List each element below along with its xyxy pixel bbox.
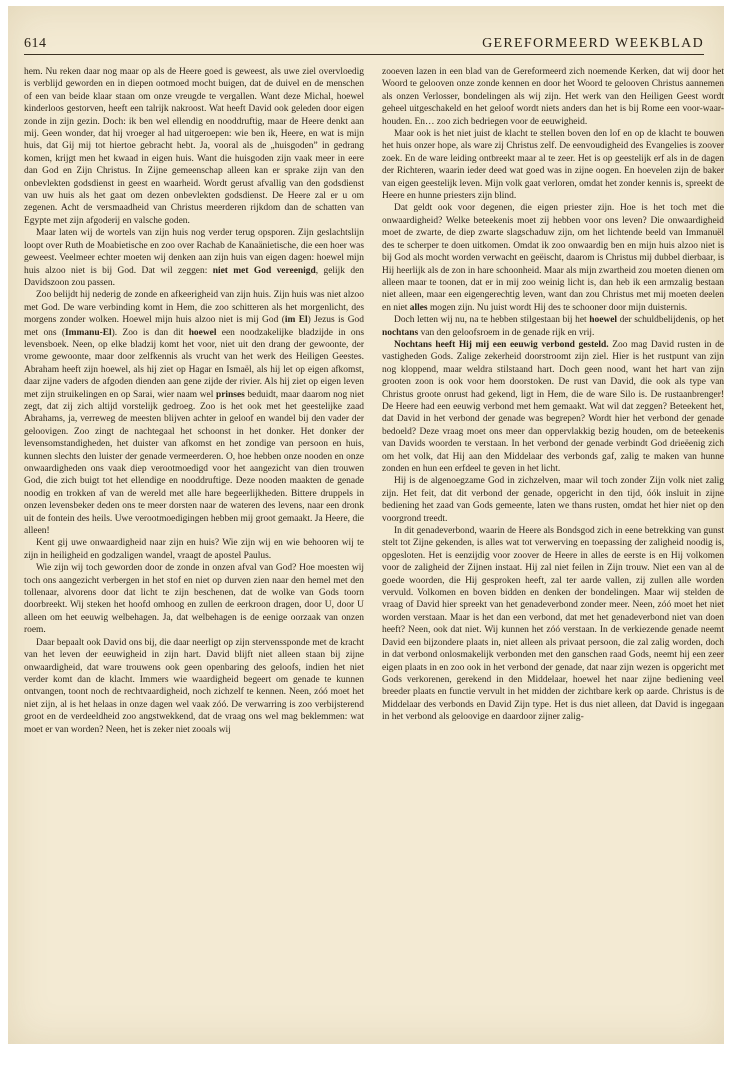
paragraph [382, 128, 724, 202]
paragraph [382, 202, 724, 314]
body-text: Wie zijn wij toch geworden door de zonde in onzen afval van God? Hoe moesten wij toch ons aangezicht verbergen in het stof en niet op durven zien naar den hemel met den tollenaar, alvorens door dat licht te zijn beschenen, dat de wolke van Gods toorn doorbreekt. Wij steken het hoofd omhoog en zullen de eerkroon dragen, door U, door U alleen om het eeuwig welbehagen. Ja, dat welbehagen is de eenige oorzaak van onzen roem. [24, 563, 364, 636]
paragraph [382, 314, 724, 339]
left-text-column [24, 66, 364, 1041]
journal-title: GEREFORMEERD WEEKBLAD [482, 36, 704, 51]
paragraph [24, 66, 364, 227]
paragraph [382, 66, 724, 128]
body-text: ). Zoo is dan dit [111, 327, 189, 338]
body-text: Zoo belijdt hij nederig de zonde en afkeerigheid van zijn huis. Zijn huis was niet alzoo met God. De ware verbinding komt in Hem, die zoo schitteren als het morgenlicht, des morgens zonder wolken. Hoewel mijn huis alzoo niet is mij God ( [24, 290, 364, 326]
paragraph [24, 637, 364, 736]
paragraph [24, 537, 364, 562]
page-number: 614 [24, 36, 47, 51]
body-text: Daar bepaalt ook David ons bij, die daar neerligt op zijn stervenssponde met de kracht van het leven der eeuwigheid in zijn hart. David blijft niet alleen staan bij zijne onwaardigheid, dat ware trouwens ook geen openbaring des geloofs, indien het niet verder komt dan de klacht. Immers wie waardigheid begeert om genade te kunnen ontvangen, toont noch de rechtvaardigheid, noch zichzelf te kennen. Neen, zóó moet het niet zijn, al is het helaas in onze dagen wel vaak zóó. De verwarring is zoo verbijsterend groot en de verdeeldheid zoo angstwekkend, dat de vraag ons wel mag beklemmen: wat moet er van worden? Neen, het is zeker niet zooals wij [24, 637, 364, 735]
emphasis-text: hoewel [188, 327, 217, 338]
body-text: Maar laten wij de wortels van zijn huis nog verder terug opsporen. Zijn geslachtslijn loopt over Ruth de Moabietische en zoo over Rachab de Kanaänietische, die een hoer was geweest. Veelmeer echter moeten wij denken aan zijn huis van eigen dagen: hoewel mijn huis alzoo niet is bij God. Dat wil zeggen: [24, 228, 364, 276]
emphasis-text: niet met God vereenigd [212, 265, 316, 276]
page-header [24, 34, 704, 55]
body-text: Dat geldt ook voor degenen, die eigen priester zijn. Hoe is het toch met die onwaardigheid? Welke beteekenis moet zij hebben voor ons leven? Die onwaardigheid moet de zwarte, de diep zwarte slagschaduw zijn, om het lichtende beeld van Immanuël des te scherper te doen uitkomen. Omdat ik zoo onwaardig ben en mijn huis alzoo niet is bij God als mocht worden verwacht en geëischt, daarom is Christus mij dubbel dierbaar, is Hij heerlijk als de zon in hare schoonheid. Maar als mijn zwartheid zou moeten dienen om alleen maar te toonen, dat er in mij zoo weinig licht is, dan heb ik een armzalig bestaan niet alleen, maar een eigengerechtig leven, want dan zou Christus met mij moeten deelen en niet [382, 203, 724, 313]
body-text: een noodzakelijke bladzijde in ons levensboek. Neen, op elke bladzij komt het voor, niet uit den drang der gewoonte, der vrome gewoonte, maar door zelfkennis als vrucht van het werk des Heiligen Geestes. Abraham heeft zijn hoewel, als hij ziet op Hagar en Ismaël, als hij let op eigen afkomst, daar zijne vaders de afgoden dienden aan gene zijde der rivier. Als hij ziet op eigen leven met zijn struikelingen en op Sarai, wier naam wel [24, 327, 364, 400]
paragraph [24, 289, 364, 537]
emphasis-text: Immanu-El [64, 327, 112, 338]
emphasis-text: nochtans [382, 327, 419, 338]
emphasis-text: prinses [215, 389, 245, 400]
body-text: zooeven lazen in een blad van de Gereformeerd zich noemende Kerken, dat wij door het Woord te gelooven onze zonde kennen en door het Woord te gelooven Christus aannemen als onzen Verlosser, bondelingen als wij zijn. Het werk van den Heiligen Geest wordt geheel uitgeschakeld en het geloof wordt niets anders dan het is bij Rome een voor-waar-houden. En… zoo zich bedriegen voor de eeuwigheid. [382, 67, 724, 127]
paragraph [382, 339, 724, 475]
emphasis-text: Nochtans heeft Hij mij een eeuwig verbond gesteld. [394, 339, 609, 350]
right-text-column [382, 66, 724, 1041]
body-text: beduidt, maar daarom nog niet zegt, dat zij zich altijd vorstelijk gedroeg. Zoo is het ook met het geestelijke zaad Abrahams, ja, verreweg de meesten blijven achter in geloof en wandel bij den vader der geloovigen. Zoo zingt de nachtegaal het schoonst in het donker. Het donker der levensomstandigheden, het duister van afkomst en het zondige van persoon en huis, kunnen slechts den luister der genade vermeerderen. O, hoe hebben onze nooden en onze onwaardigheden ons vaak diep verootmoedigd voor het aangezicht van dien trouwen God, die zich buigt tot het ellendige en nooddruftige. Deze nooden maakten de genade noodig en trokken af van de wereld met alle hare begeerlijkheden. Bittere druppels in onzen levensbeker deden ons te meer dorsten naar de wateren des levens, naar een dronk uit de fontein des heils. Uwe verootmoedigingen hebben mij groot gemaakt. Ja Heere, die alleen! [24, 389, 364, 537]
body-text: ) Jezus is God met ons ( [24, 315, 364, 338]
emphasis-text: alles [409, 302, 428, 313]
body-text: Doch letten wij nu, na te hebben stilgestaan bij het [394, 315, 590, 326]
body-text: Zoo mag David rusten in de vastigheden Gods. Zalige zekerheid doorstroomt zijn ziel. Hier is het rustpunt van zijn nog kloppend, maar weldra stilstaand hart. Doch geen nood, want het hart van zijn grooten zoon is ook voor hem doorstoken. De rust van David, die ook als type van Christus groote onrust had gekend, ligt in Hem, die de ware Silo is. De rustaanbrenger! De Heere had een eeuwig verbond met hem gemaakt. Wat wil dat zeggen? Beteekent het, dat David in het verbond der genade was begrepen? Wordt hier het verbond der genade bedoeld? Deze vraag moet ons meer dan oppervlakkig bezig houden, om de beteekenis van Davids woorden te verstaan. In het verbond der genade verbindt God drieëenig zich om het volk, dat Hij aan den Middelaar des verbonds gaf, zalig te maken van hunne zonden en hun een erfdeel te geven in het licht. [382, 339, 724, 474]
body-text: In dit genadeverbond, waarin de Heere als Bondsgod zich in eene betrekking van gunst stelt tot Zijne gekenden, is alles wat tot verwerving en toepassing der zaligheid noodig is, opgesloten. Het is eenzijdig voor zoover de Heere in alles de eerste is en Hij volkomen voor de zaligheid der Zijnen instaat. Hij zal niet feilen in Zijn trouw. Niet een van al de goede woorden, die Hij gesproken heeft, zal ter aarde vallen, zij zullen alle worden vervuld. Volkomen en boven bidden en denken der bondelingen. Maar wij stelden de vraag of David hier spreekt van het genadeverbond zonder meer. Neen, zóó moet het niet worden verstaan. Maar is het dan een verbond, dat met het genadeverbond niet van doen heeft? Neen, ook dat niet. Wij kunnen het zóó verstaan. In de verkiezende genade neemt David een bijzondere plaats in, niet alleen als privaat persoon, die zal zalig worden, doch in dat verbond onlosmakelijk verbonden met den ganschen raad Gods, neemt hij een zeer eigen plaats in en zoo ook in het verbond der genade, dat naar zijn wezen is opgericht met Gods verkorenen, gerekend in den Middelaar, hoewel het naar zijne bediening veel breeder plaats en functie vervult in het midden der zichtbare kerk op aarde. Christus is de Middelaar des verbonds en David Zijn type. Het is dus niet alleen, dat David is ingegaan in het verbond als geloovige en daardoor zijner zalig- [382, 526, 724, 723]
paragraph [24, 227, 364, 289]
body-text: Hij is de algenoegzame God in zichzelven, maar wil toch zonder Zijn volk niet zalig zijn. Het feit, dat dit verbond der genade, opgericht in den tijd, óók insluit in zijne bediening het zaad van Gods gemeente, laten we thans rusten, omdat het hier niet op den voorgrond treedt. [382, 476, 724, 524]
body-text: , gelijk den Davidszoon zou passen. [24, 265, 364, 288]
paragraph [382, 475, 724, 525]
body-text: Maar ook is het niet juist de klacht te stellen boven den lof en op de klacht te bouwen het huis onzer hope, als ware zij Christus zelf. De eenvoudigheid des Evangelies is zoover zoek. En de ware leiding ontbreekt maar al te zeer. Het is op geestelijk erf als in de dagen der Richteren, waarin ieder deed wat goed was in zijne oogen. En hoevelen zijn de baker van eigen geestelijk leven. Mijn volk gaat verloren, omdat het zonder kennis is, spreekt de Heere en hunne priesters zijn blind. [382, 129, 724, 202]
paragraph [24, 562, 364, 636]
body-text: mogen zijn. Nu juist wordt Hij des te schooner door mijn duisternis. [427, 302, 688, 313]
emphasis-text: hoewel [589, 315, 618, 326]
body-text: der schuldbelijdenis, op het [617, 315, 724, 326]
body-text: hem. Nu reken daar nog maar op als de Heere goed is geweest, als uwe ziel overvloedig is verblijd geworden en in diepen ootmoed mocht buigen, dat de duivel en de menschen of een van beide klaar staan om onze vreugde te vergallen. Want deze Michal, hoewel kinderloos gestorven, heeft een talrijk nakroost. Wat heeft David ook geleden door eigen zonde in zijn gezin. Doch: ik ben wel ellendig en nooddruftig, maar de Heere denkt aan mij. Geen wonder, dat hij vroeger al had uitgeroepen: wie ben ik, Heere, en wat is mijn huis, dat Gij mij tot hiertoe gebracht hebt. Ja, vooral als de „huisgoden” in gedrang komen, krijgt men het kwaad in eigen huis. Want die huisgoden zijn vaak meer in eere dan God en Zijn Christus. In Zijne gemeenschap alleen kan er sprake zijn van den onbevlekten godsdienst in geest en waarheid. Wordt gerust afvallig van den godsdienst van uw huis als het gaat om dezen onbevlekten godsdienst. De Heere zal er u om zegenen. Acht de versmaadheid van Christus meerderen rijkdom dan de schatten van Egypte met zijn afgoderij en valsche goden. [24, 67, 364, 226]
paragraph [382, 525, 724, 724]
body-text: van den geloofsroem in de genade rijk en vrij. [418, 327, 595, 338]
magazine-page [8, 6, 724, 1044]
body-text: Kent gij uwe onwaardigheid naar zijn en huis? Wie zijn wij en wie behooren wij te zijn in heiligheid en godzaligen wandel, vraagt de apostel Paulus. [24, 538, 364, 561]
emphasis-text: im El [284, 315, 308, 326]
